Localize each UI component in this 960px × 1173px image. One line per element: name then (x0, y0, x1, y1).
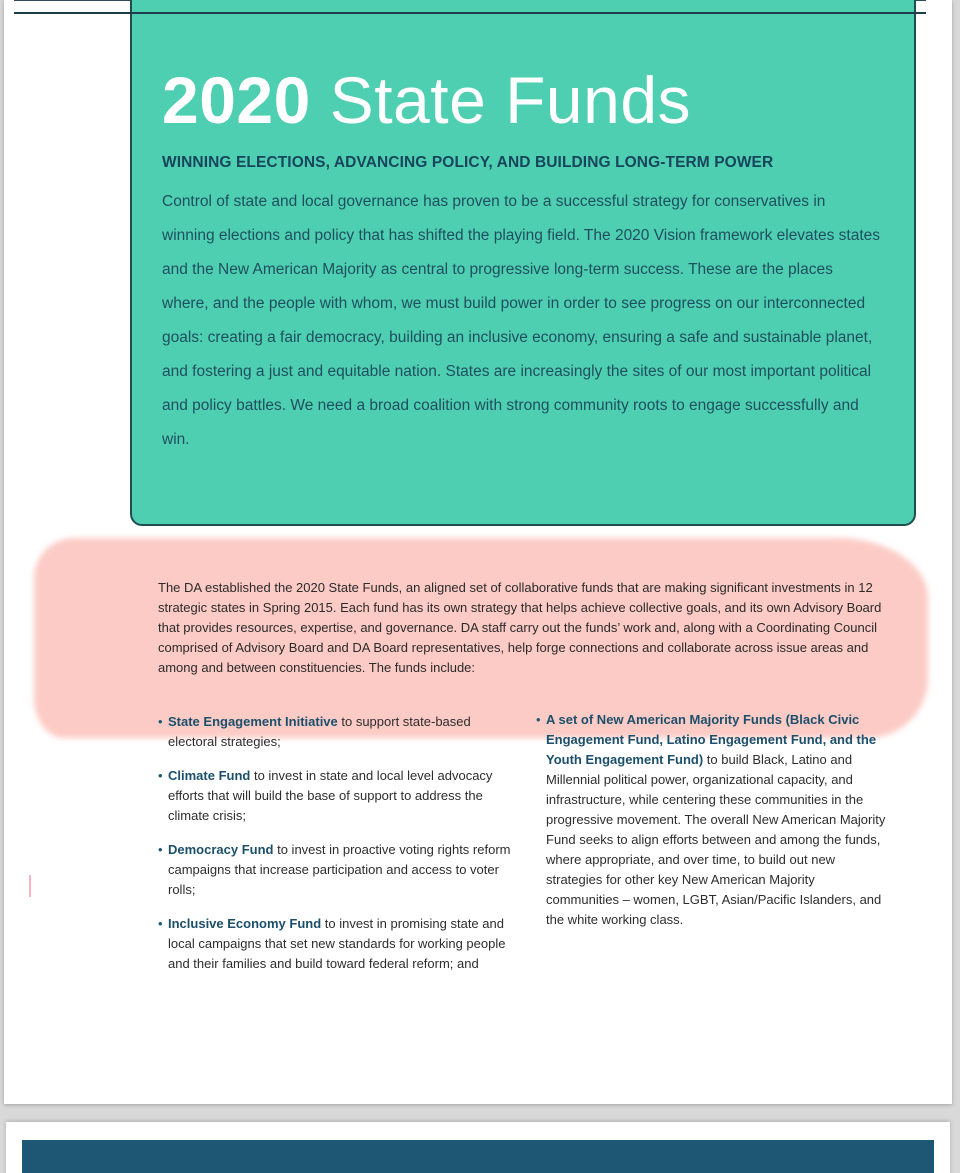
fund-name: Inclusive Economy Fund (168, 916, 322, 931)
bullet-icon: • (158, 768, 163, 783)
fund-description: to invest in state and local level advocacy efforts that will build the base of support to address the climate crisis; (168, 768, 493, 823)
stray-pen-mark (29, 875, 31, 897)
title-text: State Funds (329, 63, 692, 137)
list-item (158, 914, 518, 974)
body-paragraph: The DA established the 2020 State Funds, an aligned set of collaborative funds that are making significant investments in 12 strategic states in Spring 2015. Each fund has its own strategy that helps achieve collective goals, and its own Advisory Board that provides resources, expertise, and governance. DA staff carry out the funds’ work and, along with a Coordinating Council comprised of Advisory Board and DA Board representatives, help forge connections and collaborate across issue areas and among and between constituencies. The funds include: (158, 580, 882, 675)
bullet-icon: • (158, 714, 163, 729)
fund-name: A set of New American Majority Funds (Black Civic Engagement Fund, Latino Engagement Fund, and the Youth Engagement Fund) (546, 712, 877, 767)
fund-list-right (536, 710, 886, 944)
fund-description: to invest in proactive voting rights reform campaigns that increase participation and access to voter rolls; (168, 842, 511, 897)
title-year: 2020 (162, 63, 311, 137)
document-page (4, 0, 952, 1104)
intro-text: Control of state and local governance has proven to be a successful strategy for conservatives in winning elections and policy that has shifted the playing field. The 2020 Vision framework elevates states and the New American Majority as central to progressive long-term success. These are the places where, and the people with whom, we must build power in order to see progress on our interconnected goals: creating a fair democracy, building an inclusive economy, ensuring a safe and sustainable planet, and fostering a just and equitable nation. States are increasingly the sites of our most important political and policy battles. We need a broad coalition with strong community roots to engage successfully and win. (162, 193, 881, 448)
bullet-icon: • (158, 842, 163, 857)
fund-description: to invest in promising state and local campaigns that set new standards for working people and their families and build toward federal reform; and (168, 916, 506, 971)
fund-name: Democracy Fund (168, 842, 274, 857)
fund-name: Climate Fund (168, 768, 251, 783)
fund-list-left (158, 712, 518, 988)
fund-name: State Engagement Initiative (168, 714, 338, 729)
list-item (158, 840, 518, 900)
intro-box (130, 0, 916, 526)
next-page-banner (22, 1140, 934, 1173)
list-item (536, 710, 886, 930)
subheading: WINNING ELECTIONS, ADVANCING POLICY, AND BUILDING LONG-TERM POWER (162, 154, 774, 171)
list-item (158, 766, 518, 826)
page-title (162, 62, 691, 138)
bullet-icon: • (536, 712, 541, 727)
header-rule (14, 12, 926, 14)
fund-description: to build Black, Latino and Millennial political power, organizational capacity, and infrastructure, while centering these communities in the progressive movement. The overall New American Majority Fund seeks to align efforts between and among the funds, where appropriate, and over time, to build out new strategies for other key New American Majority communities – women, LGBT, Asian/Pacific Islanders, and the white working class. (546, 752, 886, 927)
next-page (6, 1122, 950, 1173)
fund-description: to support state-based electoral strategies; (168, 714, 471, 749)
bullet-icon: • (158, 916, 163, 931)
list-item (158, 712, 518, 752)
